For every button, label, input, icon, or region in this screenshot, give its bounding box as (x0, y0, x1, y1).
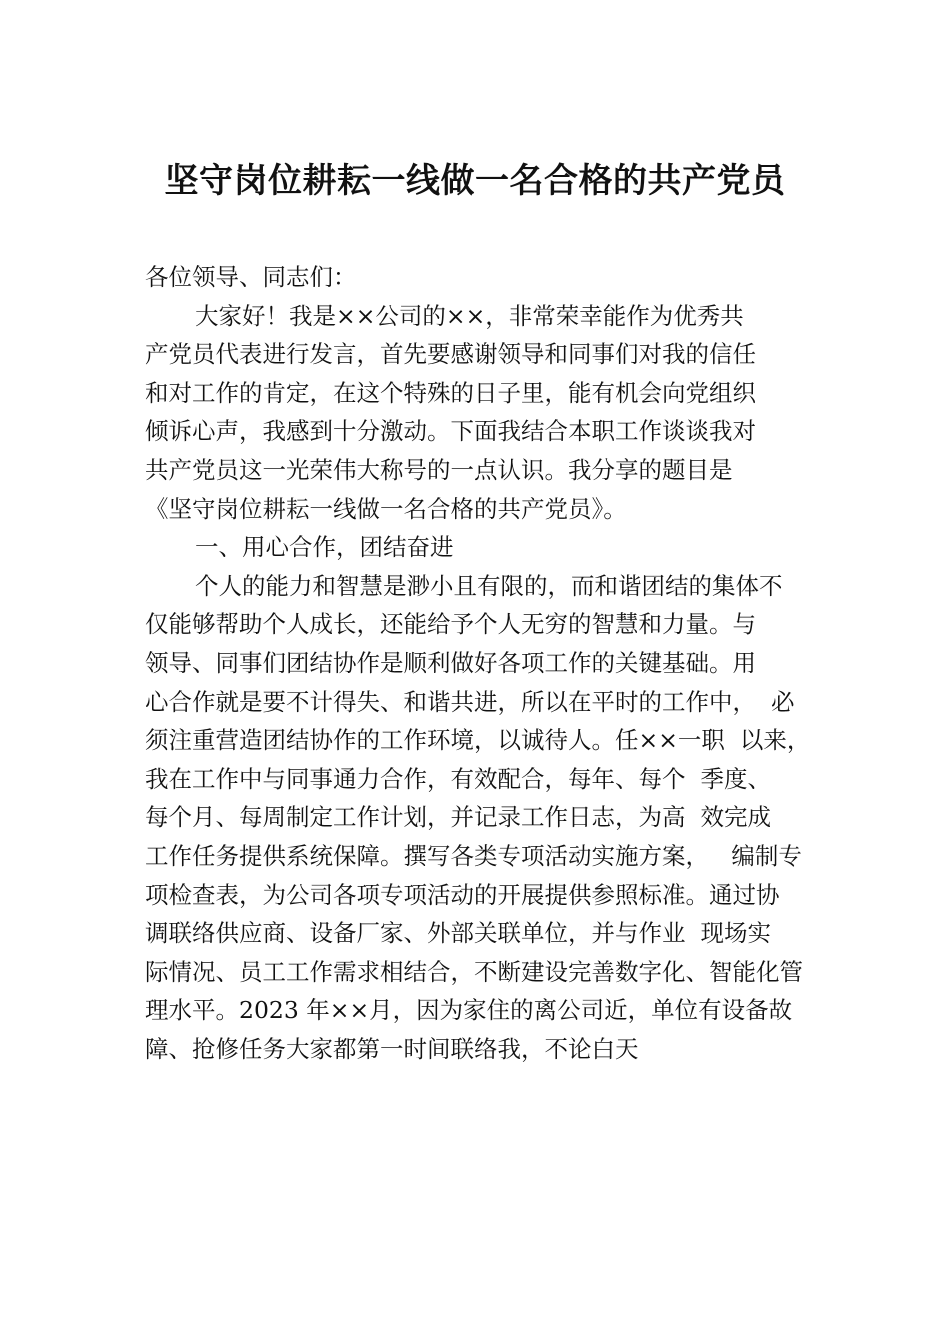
text-line: 一、用心合作，团结奋进 (195, 533, 454, 562)
text-line: 共产党员这一光荣伟大称号的一点认识。我分享的题目是 (145, 455, 733, 484)
text-line: 理水平。2023 年××月，因为家住的离公司近，单位有设备故 (145, 996, 793, 1025)
text-line: 调联络供应商、设备厂家、外部关联单位，并与作业 现场实 (145, 919, 771, 948)
text-line: 仅能够帮助个人成长，还能给予个人无穷的智慧和力量。与 (145, 610, 756, 639)
text-line: 工作任务提供系统保障。撰写各类专项活动实施方案， 编制专 (145, 841, 802, 870)
salutation: 各位领导、同志们： (145, 263, 357, 291)
text-line: 和对工作的肯定，在这个特殊的日子里，能有机会向党组织 (145, 378, 756, 407)
text-line: 我在工作中与同事通力合作，有效配合，每年、每个 季度、 (145, 764, 771, 793)
text-line: 际情况、员工工作需求相结合，不断建设完善数字化、智能化管 (145, 957, 803, 986)
body-lines (145, 297, 845, 1069)
text-line: 障、抢修任务大家都第一时间联络我，不论白天 (145, 1034, 639, 1063)
text-line: 心合作就是要不计得失、和谐共进，所以在平时的工作中， 必 (145, 687, 795, 716)
text-line: 个人的能力和智慧是渺小且有限的，而和谐团结的集体不 (195, 571, 783, 600)
text-line: 大家好！我是××公司的××，非常荣幸能作为优秀共 (195, 301, 744, 330)
text-line: 每个月、每周制定工作计划，并记录工作日志，为高 效完成 (145, 803, 771, 832)
text-line: 须注重营造团结协作的工作环境，以诚待人。任××一职 以来， (145, 726, 811, 755)
text-line: 产党员代表进行发言，首先要感谢领导和同事们对我的信任 (145, 340, 756, 369)
text-line: 《坚守岗位耕耘一线做一名合格的共产党员》。 (145, 494, 627, 523)
text-line: 领导、同事们团结协作是顺利做好各项工作的关键基础。用 (145, 648, 756, 677)
document-body (145, 258, 845, 1068)
text-line: 项检查表，为公司各项专项活动的开展提供参照标准。通过协 (145, 880, 780, 909)
document-title: 坚守岗位耕耘一线做一名合格的共产党员 (164, 161, 786, 201)
text-line: 倾诉心声，我感到十分激动。下面我结合本职工作谈谈我对 (145, 417, 756, 446)
